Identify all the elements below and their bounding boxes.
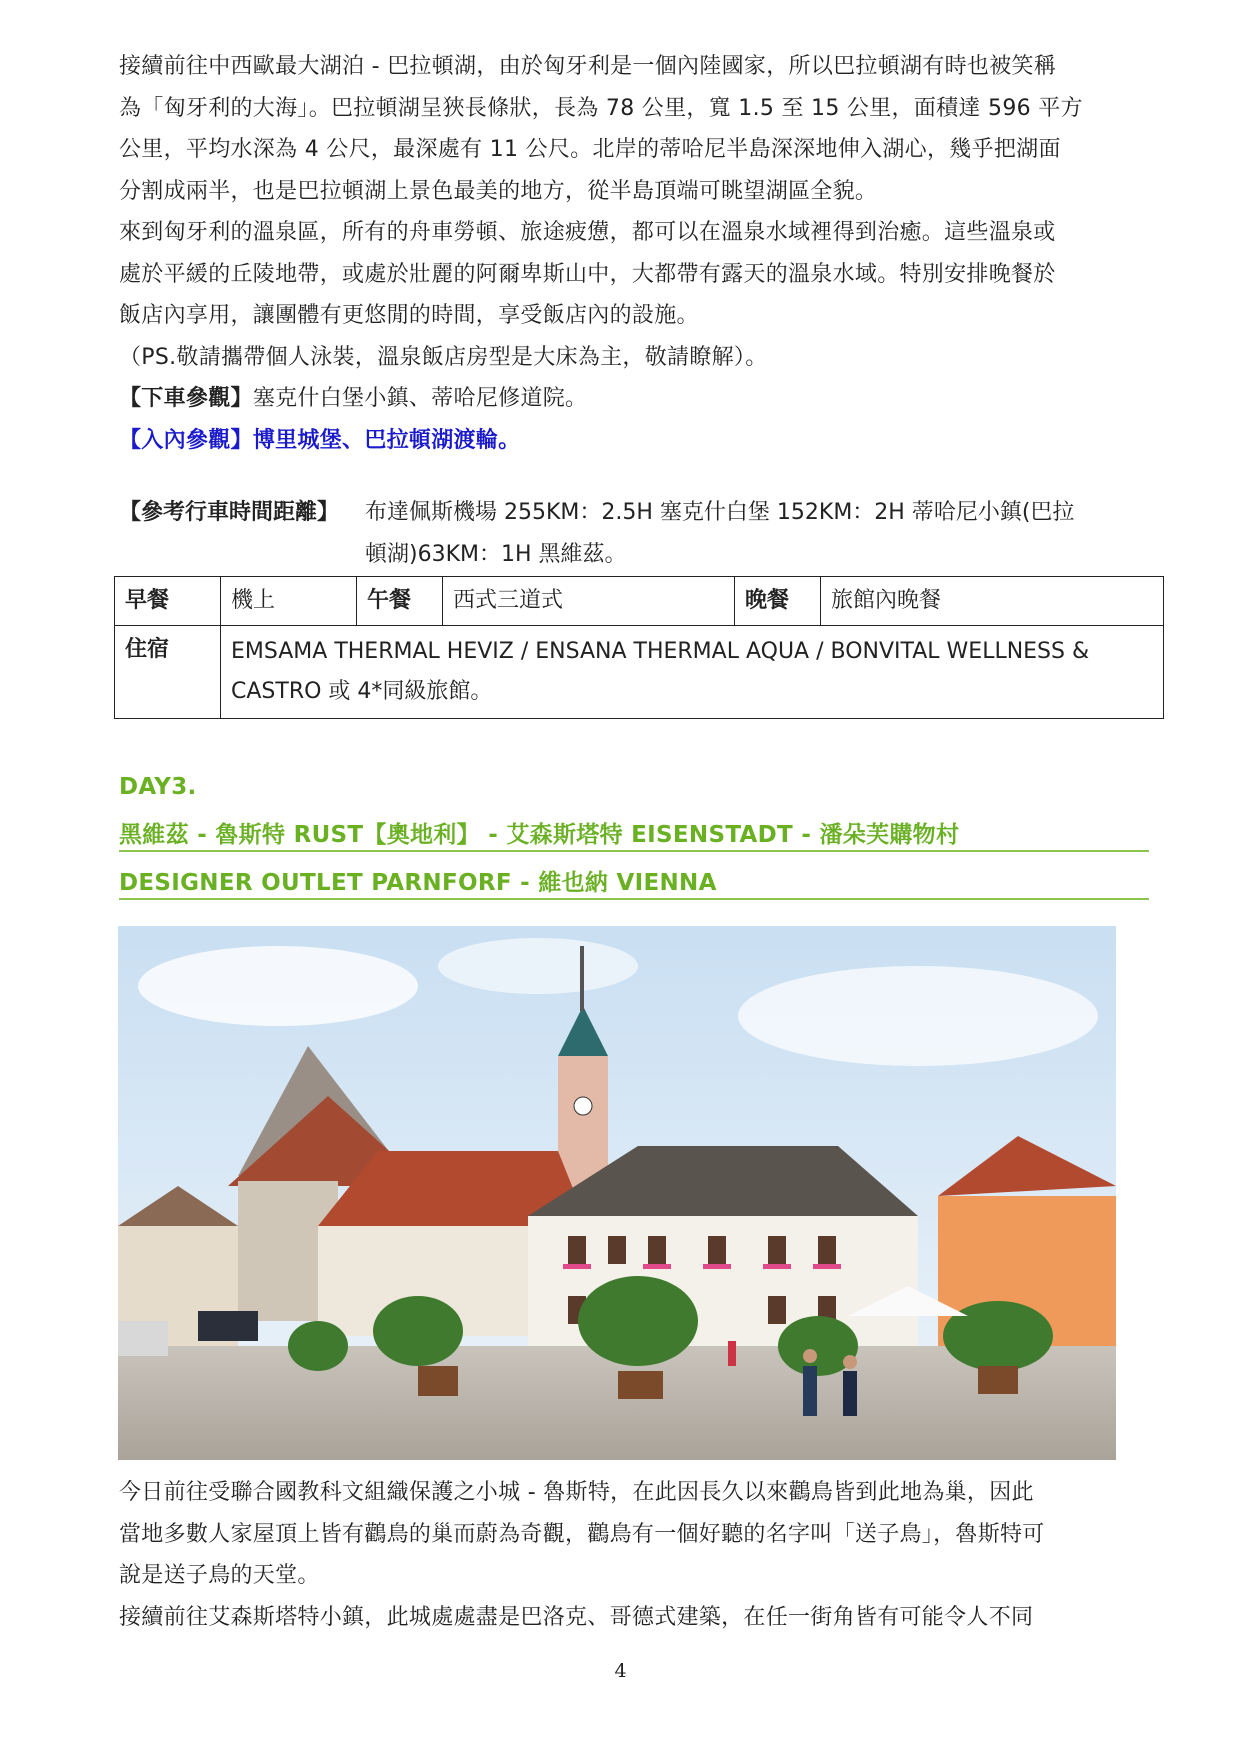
rust-paragraph bbox=[119, 1472, 1161, 1597]
drive-reference bbox=[119, 492, 1179, 575]
eisenstadt-paragraph bbox=[119, 1597, 1161, 1639]
drive-reference-line2: 頓湖)63KM：1H 黑維茲。 bbox=[365, 541, 627, 567]
day-title: DAY3. bbox=[119, 774, 197, 800]
lake-paragraph bbox=[119, 46, 1161, 212]
text-line: 分割成兩半，也是巴拉頓湖上景色最美的地方，從半島頂端可眺望湖區全貌。 bbox=[119, 178, 878, 204]
rust-town-square-photo bbox=[118, 926, 1116, 1460]
text-line: 接續前往中西歐最大湖泊 - 巴拉頓湖，由於匈牙利是一個內陸國家，所以巴拉頓湖有時也被笑稱 bbox=[119, 54, 1057, 79]
stop-visit-text: 塞克什白堡小鎮、蒂哈尼修道院。 bbox=[252, 386, 588, 411]
drive-reference-line1: 布達佩斯機場 255KM：2.5H 塞克什白堡 152KM：2H 蒂哈尼小鎮(巴拉 bbox=[365, 500, 1075, 525]
text-line: 處於平緩的丘陵地帶，或處於壯麗的阿爾卑斯山中，大都帶有露天的溫泉水域。特別安排晚餐於 bbox=[119, 261, 1056, 287]
text-line: 公里，平均水深為 4 公尺，最深處有 11 公尺。北岸的蒂哈尼半島深深地伸入湖心，幾乎把湖面 bbox=[119, 137, 1061, 162]
text-line: 當地多數人家屋頂上皆有鸛鳥的巢而蔚為奇觀，鸛鳥有一個好聽的名字叫「送子鳥」，魯斯特可 bbox=[119, 1521, 1045, 1547]
meal-table bbox=[114, 576, 1164, 719]
text-line: （PS.敬請攜帶個人泳裝，溫泉飯店房型是大床為主，敬請瞭解）。 bbox=[119, 344, 768, 370]
breakfast-value: 機上 bbox=[221, 577, 357, 626]
text-line: 飯店內享用，讓團體有更悠閒的時間，享受飯店內的設施。 bbox=[119, 303, 699, 328]
stop-visit bbox=[119, 378, 1161, 420]
page-number: 4 bbox=[614, 1660, 627, 1682]
drive-reference-label: 【參考行車時間距離】 bbox=[119, 500, 340, 525]
stop-visit-label: 【下車參觀】 bbox=[119, 386, 253, 411]
dinner-label: 晚餐 bbox=[735, 577, 821, 626]
route-line-2: DESIGNER OUTLET PARNFORF - 維也納 VIENNA bbox=[119, 870, 717, 896]
lunch-value: 西式三道式 bbox=[443, 577, 735, 626]
outro-text bbox=[119, 1472, 1161, 1638]
hotel-label: 住宿 bbox=[115, 626, 221, 719]
breakfast-label: 早餐 bbox=[115, 577, 221, 626]
text-line: 說是送子鳥的天堂。 bbox=[119, 1563, 320, 1588]
route-line-1: 黑維茲 - 魯斯特 RUST【奧地利】 - 艾森斯塔特 EISENSTADT - 潘朵芙購物村 bbox=[119, 822, 960, 848]
enter-visit-label: 【入內參觀】 bbox=[119, 427, 253, 453]
text-line: 今日前往受聯合國教科文組織保護之小城 - 魯斯特，在此因長久以來鸛鳥皆到此地為巢，因此 bbox=[119, 1480, 1034, 1505]
enter-visit bbox=[119, 420, 1161, 462]
ps-note bbox=[119, 337, 1161, 379]
spa-paragraph bbox=[119, 212, 1161, 337]
text-line: 來到匈牙利的溫泉區，所有的舟車勞頓、旅途疲憊，都可以在溫泉水域裡得到治癒。這些溫泉或 bbox=[119, 220, 1056, 245]
lunch-label: 午餐 bbox=[357, 577, 443, 626]
meal-row bbox=[115, 577, 1164, 626]
intro-text bbox=[119, 46, 1161, 461]
text-line: 接續前往艾森斯塔特小鎮，此城處處盡是巴洛克、哥德式建築，在任一街角皆有可能令人不同 bbox=[119, 1604, 1034, 1630]
text-line: 為「匈牙利的大海」。巴拉頓湖呈狹長條狀，長為 78 公里，寬 1.5 至 15 公里，面積達 596 平方 bbox=[119, 95, 1083, 121]
heading-underline bbox=[119, 850, 1149, 852]
enter-visit-text: 博里城堡、巴拉頓湖渡輪。 bbox=[252, 427, 521, 453]
dinner-value: 旅館內晚餐 bbox=[821, 577, 1164, 626]
hotel-value: EMSAMA THERMAL HEVIZ / ENSANA THERMAL AQUA / BONVITAL WELLNESS & CASTRO 或 4*同級旅館。 bbox=[221, 626, 1164, 719]
heading-underline bbox=[119, 898, 1149, 900]
hotel-row bbox=[115, 626, 1164, 719]
